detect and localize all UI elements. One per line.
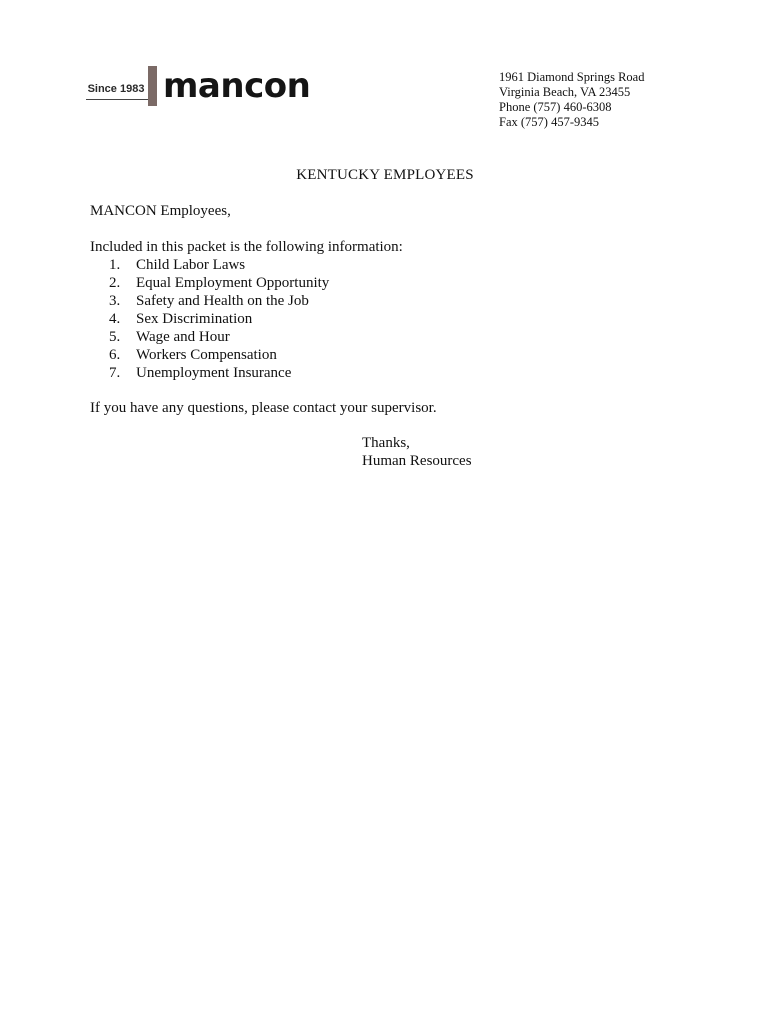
information-list	[109, 256, 329, 382]
list-item-text: Wage and Hour	[136, 329, 230, 345]
list-item-text: Sex Discrimination	[136, 311, 253, 327]
list-item	[109, 274, 329, 292]
list-item-number: 1.	[109, 257, 121, 273]
address-fax: Fax (757) 457-9345	[499, 115, 599, 129]
closing-text: If you have any questions, please contact your supervisor.	[90, 400, 437, 416]
list-item	[109, 256, 329, 274]
list-item-text: Equal Employment Opportunity	[136, 275, 330, 291]
signoff-signer: Human Resources	[362, 453, 472, 469]
intro-text: Included in this packet is the following information:	[90, 239, 403, 255]
list-item	[109, 364, 329, 382]
list-item	[109, 328, 329, 346]
list-item-text: Unemployment Insurance	[136, 365, 292, 381]
signoff	[362, 434, 472, 470]
address-phone: Phone (757) 460-6308	[499, 100, 612, 114]
address-street: 1961 Diamond Springs Road	[499, 70, 645, 84]
company-logo	[86, 66, 346, 108]
address-city: Virginia Beach, VA 23455	[499, 85, 631, 99]
list-item-text: Workers Compensation	[136, 347, 277, 363]
list-item-number: 5.	[109, 329, 121, 345]
list-item-text: Child Labor Laws	[136, 257, 246, 273]
salutation: MANCON Employees,	[90, 203, 231, 219]
list-item-number: 7.	[109, 365, 121, 381]
logo-rule	[86, 99, 148, 100]
logo-bar	[148, 66, 157, 106]
list-item-number: 3.	[109, 293, 121, 309]
list-item	[109, 310, 329, 328]
list-item	[109, 346, 329, 364]
list-item	[109, 292, 329, 310]
signoff-thanks: Thanks,	[362, 435, 410, 451]
document-title: KENTUCKY EMPLOYEES	[296, 167, 474, 183]
list-item-number: 2.	[109, 275, 121, 291]
company-address	[499, 70, 644, 130]
list-item-number: 4.	[109, 311, 121, 327]
logo-since-text: Since 1983	[87, 83, 145, 95]
logo-wordmark: mancon	[163, 66, 311, 106]
list-item-text: Safety and Health on the Job	[136, 293, 309, 309]
list-item-number: 6.	[109, 347, 121, 363]
